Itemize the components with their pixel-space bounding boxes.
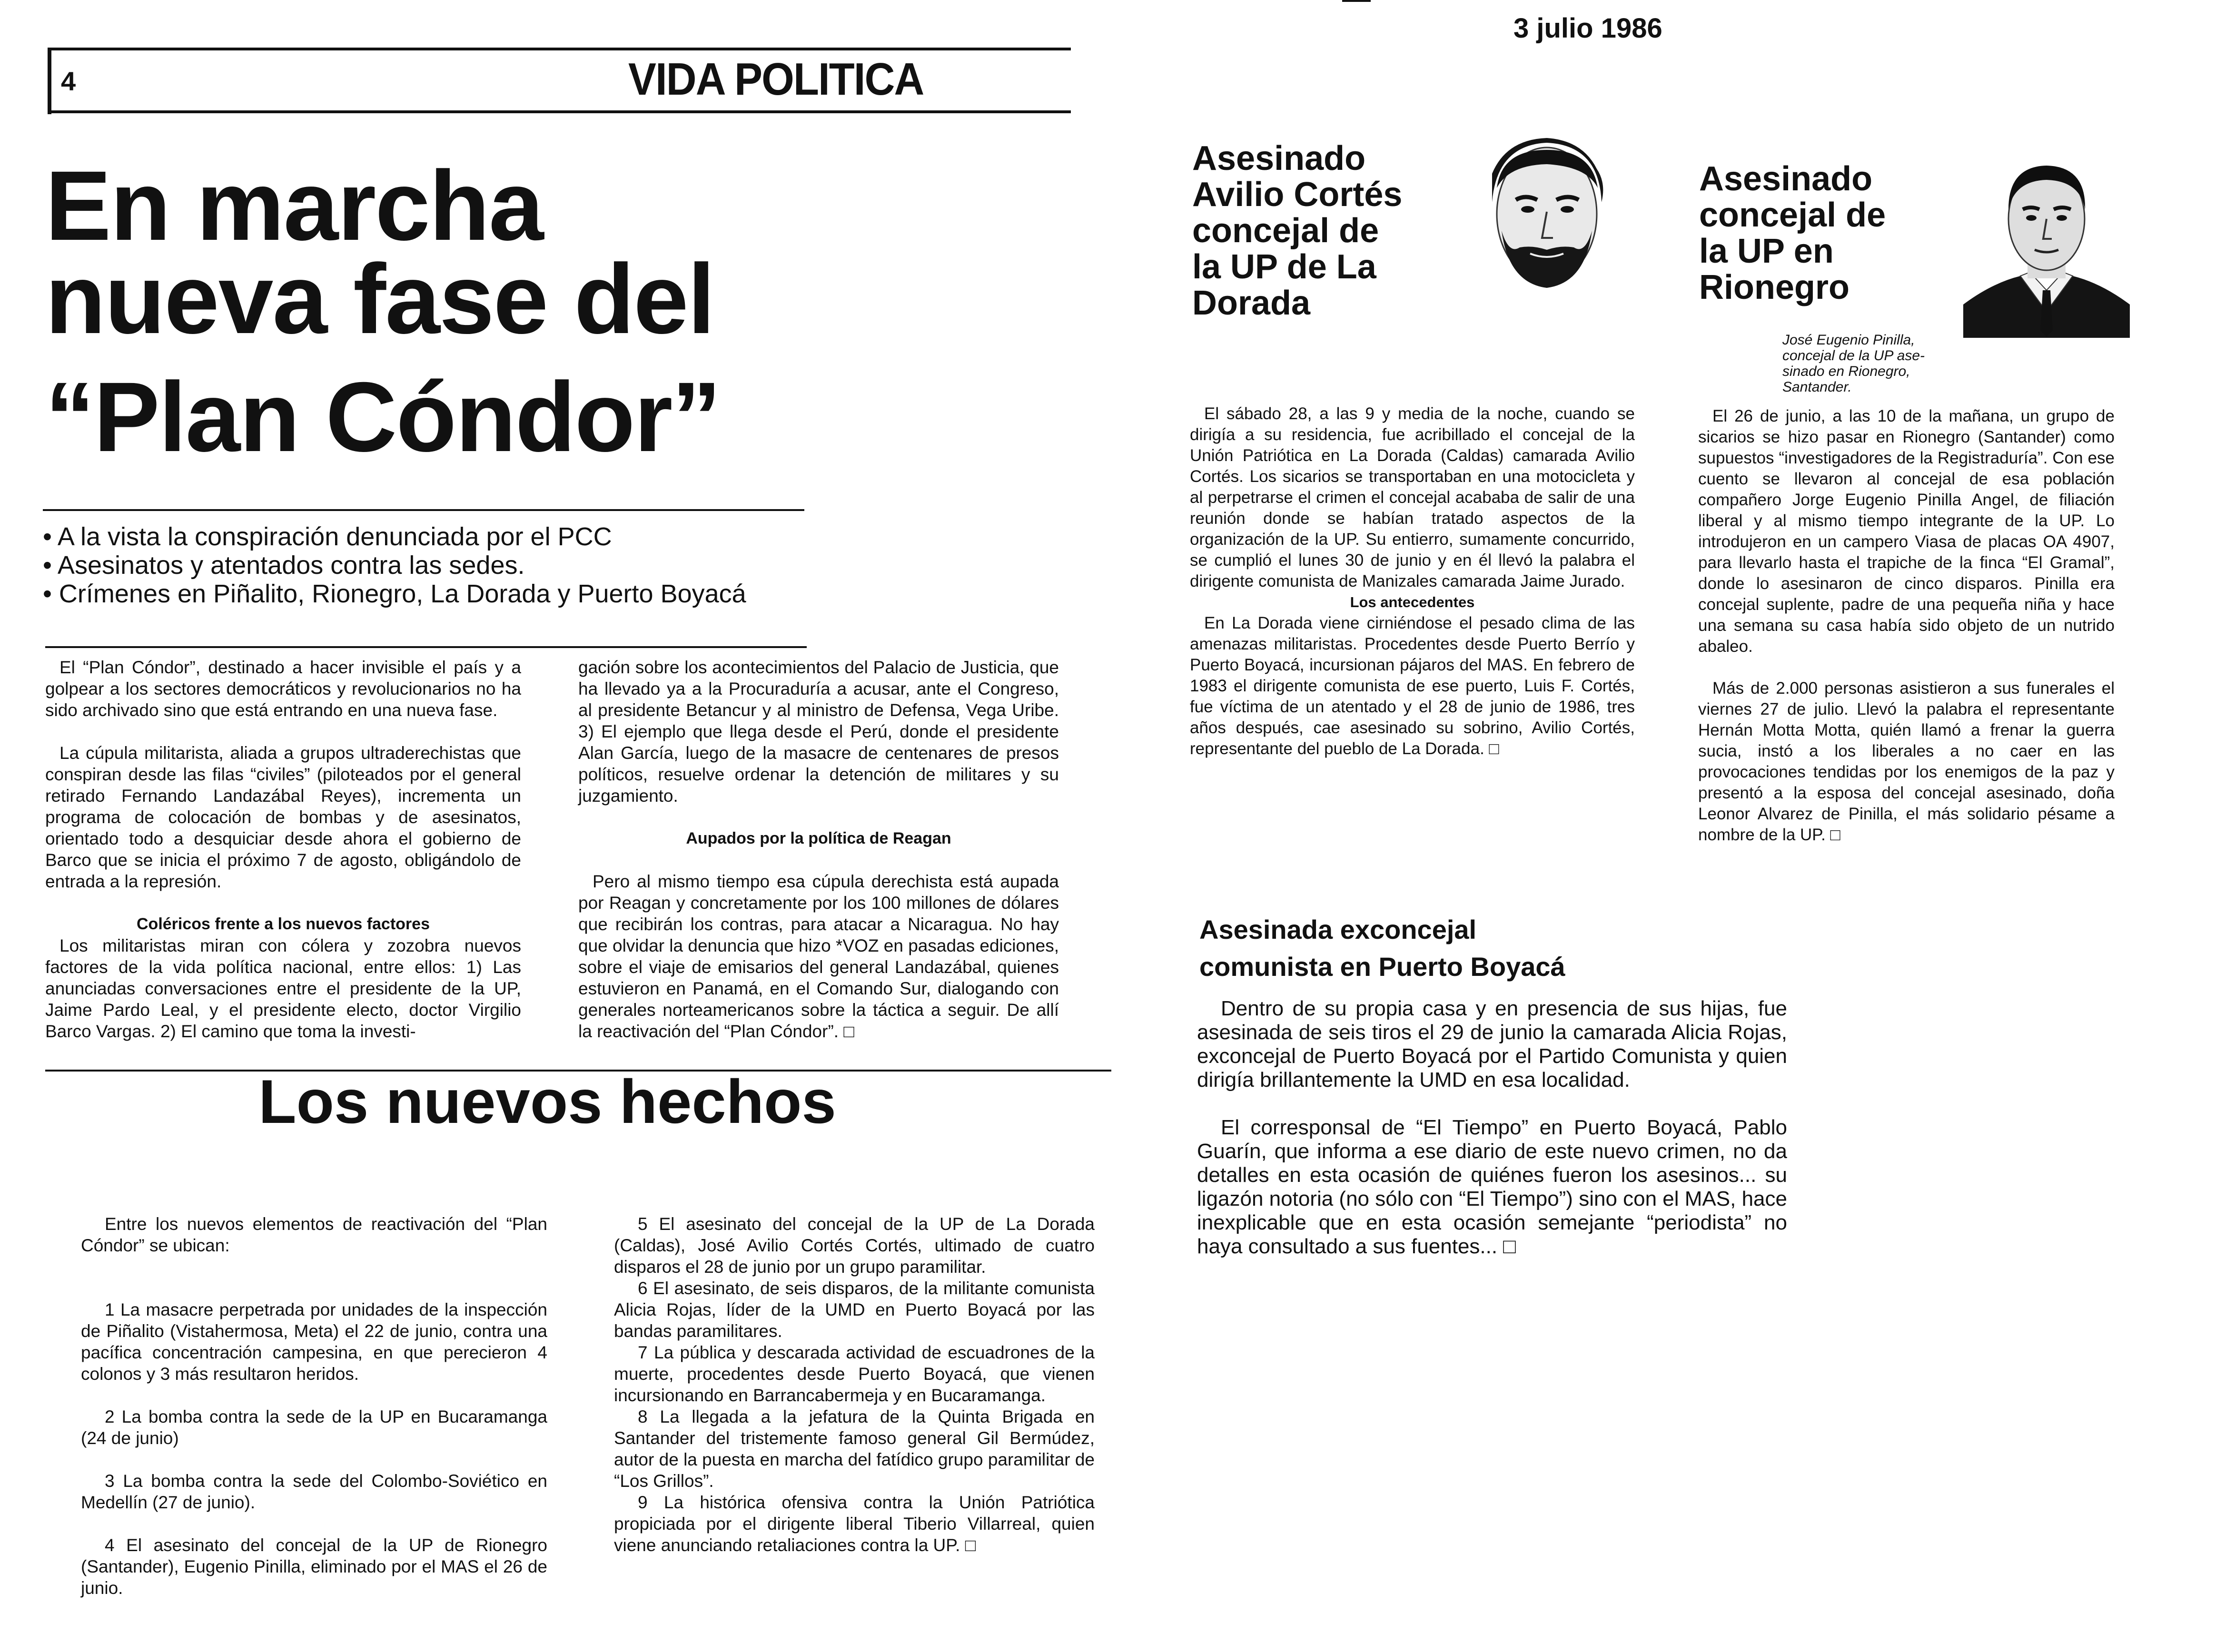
la-dorada-title-line-4: la UP de La [1192,248,1376,286]
main-col1-paragraph-3: Los militaristas miran con cólera y zozobra nuevos factores de la vida política nacional, entre ellos: 1) Las anunciadas conversaciones entre el presidente de la UP, Jaime Pardo Leal, y el presidente electo, doctor Virgilio Barco Vargas. 2) El camino que toma la investi- [45,936,521,1041]
la-dorada-subhead: Los antecedentes [1350,594,1475,610]
rionegro-title [1699,161,1937,305]
la-dorada-title-line-1: Asesinado [1192,139,1366,177]
nuevos-hechos-intro: Entre los nuevos elementos de reactivación del “Plan Cóndor” se ubican: [81,1214,547,1255]
hecho-item-9: 9 La histórica ofensiva contra la Unión Patriótica propiciada por el dirigente liberal Tiberio Villarreal, quien viene anunciando retaliaciones contra la UP. □ [614,1493,1095,1555]
main-col1-paragraph-1: El “Plan Cóndor”, destinado a hacer invisible el país y a golpear a los sectores democráticos y revolucionarios no ha sido archivado sino que está entrando en una nueva fase. [45,658,521,720]
puerto-boyaca-title [1199,911,1770,985]
hecho-item-5: 5 El asesinato del concejal de la UP de La Dorada (Caldas), José Avilio Cortés Cortés, ultimado de cuatro disparos el 28 de junio por un grupo paramilitar. [614,1214,1095,1277]
la-dorada-title-line-5: Dorada [1192,284,1311,322]
nuevos-hechos-title: Los nuevos hechos [258,1067,836,1136]
headline-line-3: “Plan Cóndor” [45,362,721,472]
la-dorada-title [1192,140,1459,321]
headline-line-2: nueva fase del [45,244,714,354]
section-title: VIDA POLITICA [628,54,924,105]
main-column-2 [578,657,1059,1042]
caption-line-4: Santander. [1782,379,1852,395]
main-col2-paragraph-1: gación sobre los acontecimientos del Palacio de Justicia, que ha llevado ya a la Procuraduría a acusar, ante el Congreso, al presidente Betancur y al ministro de Defensa, Vega Uribe. 3) El ejemplo que llega desde el Perú, donde el presidente Alan García, luego de la masacre de centenares de presos políticos, resuelve ordenar la detención de militares y su juzgamiento. [578,658,1059,806]
main-headline [45,151,831,472]
main-col1-paragraph-2: La cúpula militarista, aliada a grupos ultraderechistas que conspiran desde las filas “civiles” (piloteados por el general retirado Fernando Landazábal Reyes), incrementa un programa de colocación de bombas y de asesinatos, orientado todo a desquiciar desde ahora el gobierno de Barco que se inicia el próximo 7 de agosto, obligándolo de entrada a la represión. [45,743,521,891]
bullet-1: • A la vista la conspiración denunciada por el PCC [43,522,612,551]
page-number: 4 [61,66,76,96]
headline-line-1: En marcha [45,151,543,261]
puerto-boyaca-body [1197,997,1787,1259]
bullet-3: • Crímenes en Piñalito, Rionegro, La Dorada y Puerto Boyacá [43,580,746,608]
puerto-boyaca-paragraph-1: Dentro de su propia casa y en presencia de sus hijas, fue asesinada de seis tiros el 29 de junio la camarada Alicia Rojas, exconcejal de Puerto Boyacá por el Partido Comunista y quien dirigía brillantemente la UMD en esa localidad. [1197,997,1787,1092]
hecho-item-4: 4 El asesinato del concejal de la UP de Rionegro (Santander), Eugenio Pinilla, eliminado por el MAS el 26 de junio. [81,1535,547,1598]
bullet-2: • Asesinatos y atentados contra las sedes. [43,551,525,580]
top-mark [1342,0,1371,2]
rionegro-title-line-4: Rionegro [1699,268,1849,306]
eugenio-pinilla-photo [1963,148,2130,338]
hecho-item-2: 2 La bomba contra la sede de la UP en Bucaramanga (24 de junio) [81,1407,547,1448]
bullets-rule [45,646,807,648]
avilio-cortes-photo [1464,131,1625,312]
caption-line-1: José Eugenio Pinilla, [1782,332,1915,348]
main-column-1 [45,657,521,1042]
masthead-top-rule [48,48,1071,50]
rionegro-paragraph-1: El 26 de junio, a las 10 de la mañana, un grupo de sicarios se hizo pasar en Rionegro (Santander) como supuestos “investigadores de la Registraduría”. Con ese cuento se llevaron al concejal de esa población compañero Jorge Eugenio Pinilla Angel, de filiación liberal y al mismo tiempo integrante de la UP. Lo introdujeron en un campero Viasa de placas OA 4907, para llevarlo hasta el trapiche de la finca “El Gramal”, donde lo asesinaron de cinco disparos. Pinilla era concejal suplente, padre de una pequeña niña y hace una semana su casa había sido objeto de un nutrido abaleo. [1698,407,2115,656]
rionegro-photo-caption [1782,332,1944,395]
la-dorada-title-line-3: concejal de [1192,212,1379,250]
main-col2-paragraph-2: Pero al mismo tiempo esa cúpula derechista está aupada por Reagan y concretamente por los 100 millones de dólares que recibirán los contras, para atacar a Nicaragua. No hay que olvidar la denuncia que hizo *VOZ en pasadas ediciones, sobre el viaje de emisarios del general Landazábal, quienes estuvieron en Panamá, en el Comando Sur, dialogando con generales norteamericanos sobre la táctica a seguir. De allí la reactivación del “Plan Cóndor”. □ [578,872,1059,1041]
rionegro-title-line-3: la UP en [1699,232,1834,270]
la-dorada-title-line-2: Avilio Cortés [1192,176,1403,214]
la-dorada-paragraph-2: En La Dorada viene cirniéndose el pesado clima de las amenazas militaristas. Procedentes desde Puerto Berrío y Puerto Boyacá, incursionan pájaros del MAS. En febrero de 1983 el dirigente comunista de ese puerto, Luis F. Cortés, fue víctima de un atentado y el 28 de junio de 1986, tres años después, cae asesinado su sobrino, Avilio Cortés, representante del pueblo de La Dorada. □ [1190,614,1635,758]
puerto-boyaca-title-line-2: comunista en Puerto Boyacá [1199,952,1565,982]
nuevos-hechos-column-2 [614,1213,1095,1556]
puerto-boyaca-paragraph-2: El corresponsal de “El Tiempo” en Puerto Boyacá, Pablo Guarín, que informa a ese diario de este nuevo crimen, no da detalles en esta ocasión de quiénes fueron los asesinos... su ligazón notoria (no sólo con “El Tiempo”) sino con el MAS, hace inexplicable que en esta ocasión semejante “periodista” no haya consultado a sus fuentes... □ [1197,1116,1787,1258]
rionegro-title-line-2: concejal de [1699,196,1886,234]
hecho-item-6: 6 El asesinato, de seis disparos, de la militante comunista Alicia Rojas, líder de la UMD en Puerto Boyacá por las bandas paramilitares. [614,1278,1095,1341]
hecho-item-8: 8 La llegada a la jefatura de la Quinta Brigada en Santander del tristemente famoso general Gil Bermúdez, autor de la puesta en marcha del fatídico grupo paramilitar de “Los Grillos”. [614,1407,1095,1491]
hecho-item-3: 3 La bomba contra la sede del Colombo-Soviético en Medellín (27 de junio). [81,1471,547,1512]
nuevos-hechos-column-1 [81,1213,547,1599]
caption-line-2: concejal de la UP ase- [1782,348,1925,364]
hecho-item-7: 7 La pública y descarada actividad de escuadrones de la muerte, procedentes desde Puerto Boyacá, que vienen incursionando en Barrancabermeja y en Bucaramanga. [614,1343,1095,1405]
headline-rule [43,509,804,511]
masthead-bottom-rule [48,110,1071,113]
la-dorada-paragraph-1: El sábado 28, a las 9 y media de la noche, cuando se dirigía a su residencia, fue acribillado el concejal de la Unión Patriótica en La Dorada (Caldas) camarada Avilio Cortés. Los sicarios se transportaban en una motocicleta y al perpetrarse el crimen el concejal acababa de salir de una reunión donde se habían tratado aspectos de la organización de la UP. Su entierro, sumamente concurrido, se cumplió el lunes 30 de junio y en él llevó la palabra el dirigente comunista de Manizales camarada Jaime Jurado. [1190,404,1635,590]
masthead-left-rule [48,48,51,114]
issue-date: 3 julio 1986 [1513,13,1662,44]
la-dorada-body [1190,403,1635,759]
rionegro-paragraph-2: Más de 2.000 personas asistieron a sus funerales el viernes 27 de julio. Llevó la palabra el representante Hernán Motta Motta, quién llamó a frenar la guerra sucia, instó a los liberales a no caer en las provocaciones tendidas por los enemigos de la paz y presentó a la esposa del concejal asesinado, doña Leonor Alvarez de Pinilla, el más solidario pésame a nombre de la UP. □ [1698,679,2115,844]
puerto-boyaca-title-line-1: Asesinada exconcejal [1199,914,1477,944]
caption-line-3: sinado en Rionegro, [1782,364,1910,379]
hecho-item-1: 1 La masacre perpetrada por unidades de la inspección de Piñalito (Vistahermosa, Meta) el 22 de junio, contra una pacífica concentración campesina, en que perecieron 4 colonos y 3 más resultaron heridos. [81,1300,547,1384]
main-col1-subhead: Coléricos frente a los nuevos factores [137,915,430,933]
rionegro-title-line-1: Asesinado [1699,160,1873,198]
main-col2-subhead: Aupados por la política de Reagan [686,829,951,847]
rionegro-body [1698,406,2115,846]
summary-bullets [43,522,852,608]
